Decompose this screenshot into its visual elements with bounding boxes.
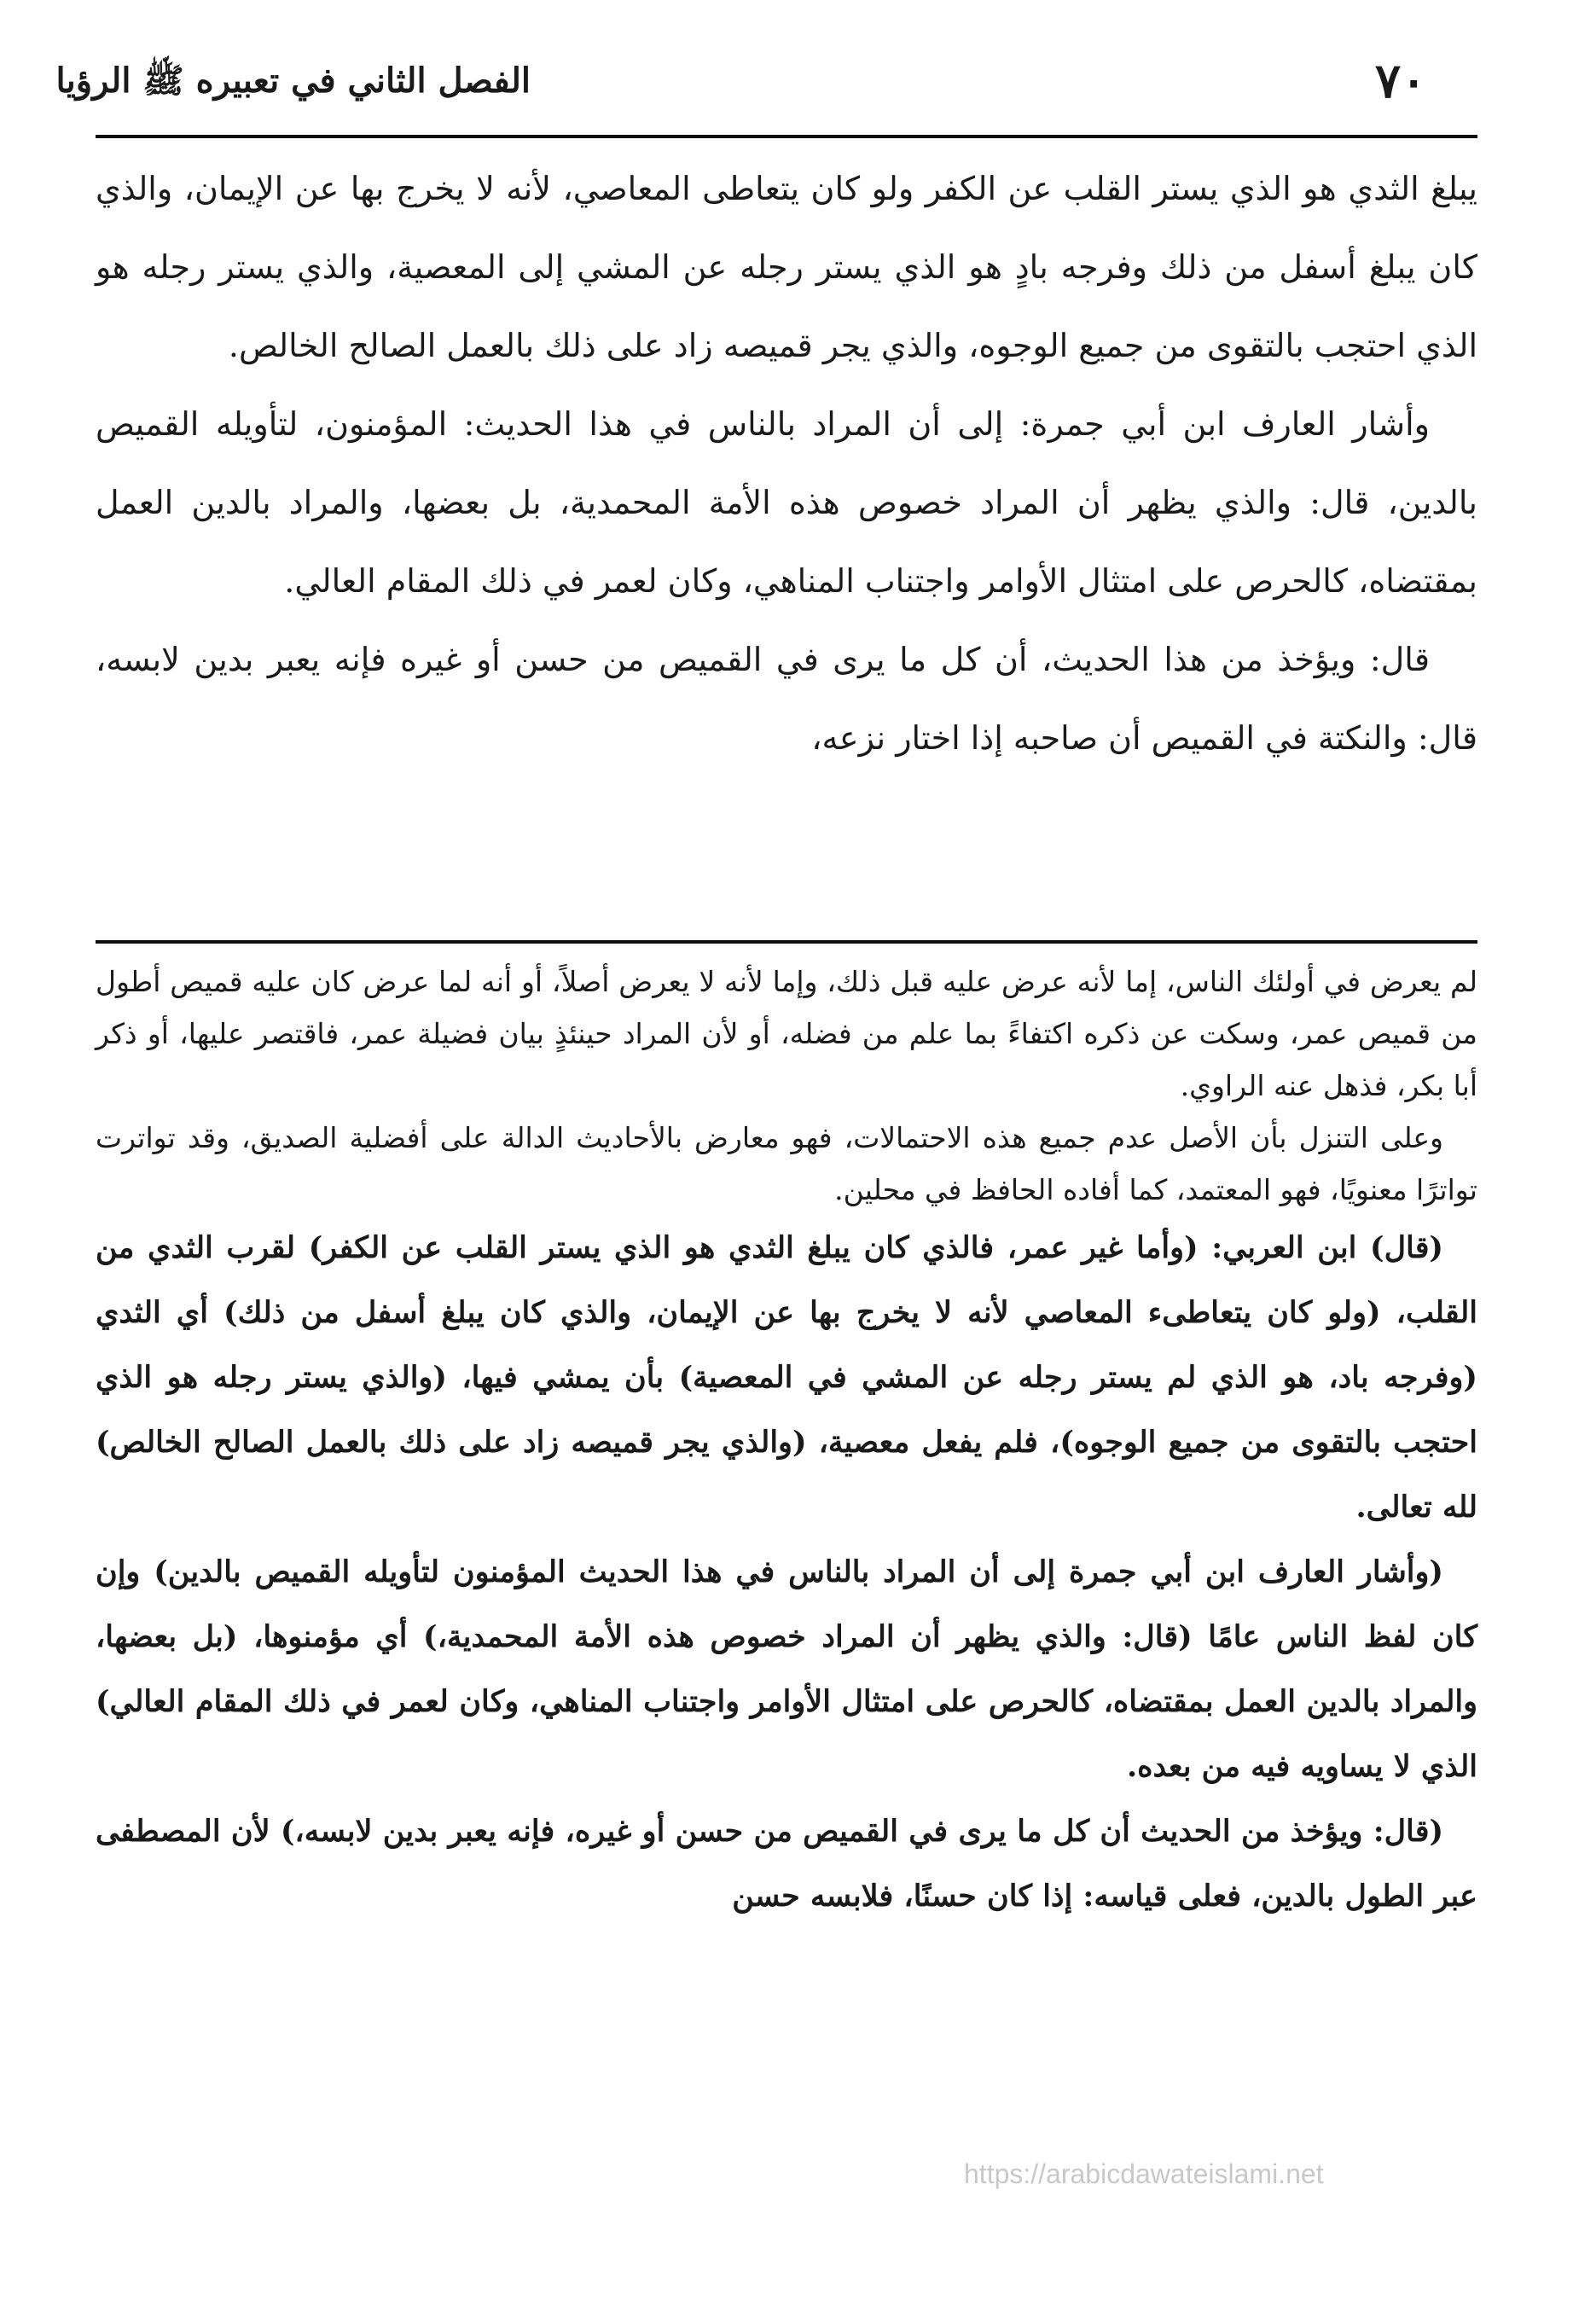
commentary-paragraph: لم يعرض في أولئك الناس، إما لأنه عرض عليه قبل ذلك، وإما لأنه لا يعرض أصلاً، أو أنه لما عرض كان عليه قميص أطول من قميص عمر، وسكت عن ذكره اكتفاءً بما علم من فضله، أو لأن المراد حينئذٍ بيان فضيلة عمر، فاقتصر عليها، أو ذكر أبا بكر، فذهل عنه الراوي.	[96, 965, 1477, 1102]
page-number: ٧٠	[1375, 53, 1427, 109]
header-divider	[96, 135, 1477, 138]
page-header	[55, 49, 1477, 135]
commentary-paragraph: (قال) ابن العربي: (وأما غير عمر، فالذي كان يبلغ الثدي هو الذي يستر القلب عن الكفر) لقرب الثدي من القلب، (ولو كان يتعاطىء المعاصي لأنه لا يخرج بها عن الإيمان، والذي كان يبلغ أسفل من ذلك) أي الثدي (وفرجه باد، هو الذي لم يستر رجله عن المشي في المعصية) بأن يمشي فيها، (والذي يستر رجله هو الذي احتجب بالتقوى من جميع الوجوه)، فلم يفعل معصية، (والذي يجر قميصه زاد على ذلك بالعمل الصالح الخالص) لله تعالى.	[96, 1230, 1477, 1525]
commentary-paragraph: وعلى التنزل بأن الأصل عدم جميع هذه الاحتمالات، فهو معارض بالأحاديث الدالة على أفضلية الصديق، وقد تواترت تواترًا معنويًا، فهو المعتمد، كما أفاده الحافظ في محلين.	[96, 1121, 1477, 1206]
commentary-paragraph: (وأشار العارف ابن أبي جمرة إلى أن المراد بالناس في هذا الحديث المؤمنون لتأويله القميص بالدين) وإن كان لفظ الناس عامًا (قال: والذي يظهر أن المراد خصوص هذه الأمة المحمدية،) أي مؤمنوها، (بل بعضها، والمراد بالدين العمل بمقتضاه، كالحرص على امتثال الأوامر واجتناب المناهي، وكان لعمر في ذلك المقام العالي) الذي لا يساويه فيه من بعده.	[96, 1554, 1477, 1784]
commentary-divider	[96, 940, 1477, 944]
commentary-paragraph: (قال: ويؤخذ من الحديث أن كل ما يرى في القميص من حسن أو غيره، فإنه يعبر بدين لابسه،) لأن المصطفى عبر الطول بالدين، فعلى قياسه: إذا كان حسنًا، فلابسه حسن	[96, 1814, 1477, 1914]
main-paragraph: وأشار العارف ابن أبي جمرة: إلى أن المراد بالناس في هذا الحديث: المؤمنون، لتأويله القميص بالدين، قال: والذي يظهر أن المراد خصوص هذه الأمة المحمدية، بل بعضها، والمراد بالدين العمل بمقتضاه، كالحرص على امتثال الأوامر واجتناب المناهي، وكان لعمر في ذلك المقام العالي.	[96, 405, 1477, 600]
main-text-block	[96, 149, 1477, 777]
main-paragraph: قال: ويؤخذ من هذا الحديث، أن كل ما يرى في القميص من حسن أو غيره فإنه يعبر بدين لابسه، قال: والنكتة في القميص أن صاحبه إذا اختار نزعه،	[96, 641, 1477, 757]
main-paragraph: يبلغ الثدي هو الذي يستر القلب عن الكفر ولو كان يتعاطى المعاصي، لأنه لا يخرج بها عن الإيمان، والذي كان يبلغ أسفل من ذلك وفرجه بادٍ هو الذي يستر رجله عن المشي إلى المعصية، والذي يستر رجله هو الذي احتجب بالتقوى من جميع الوجوه، والذي يجر قميصه زاد على ذلك بالعمل الصالح الخالص.	[96, 170, 1477, 364]
commentary-block	[96, 956, 1477, 1929]
watermark-url: https://arabicdawateislami.net	[964, 2158, 1324, 2189]
chapter-title: الفصل الثاني في تعبيره ﷺ الرؤيا	[55, 61, 531, 101]
